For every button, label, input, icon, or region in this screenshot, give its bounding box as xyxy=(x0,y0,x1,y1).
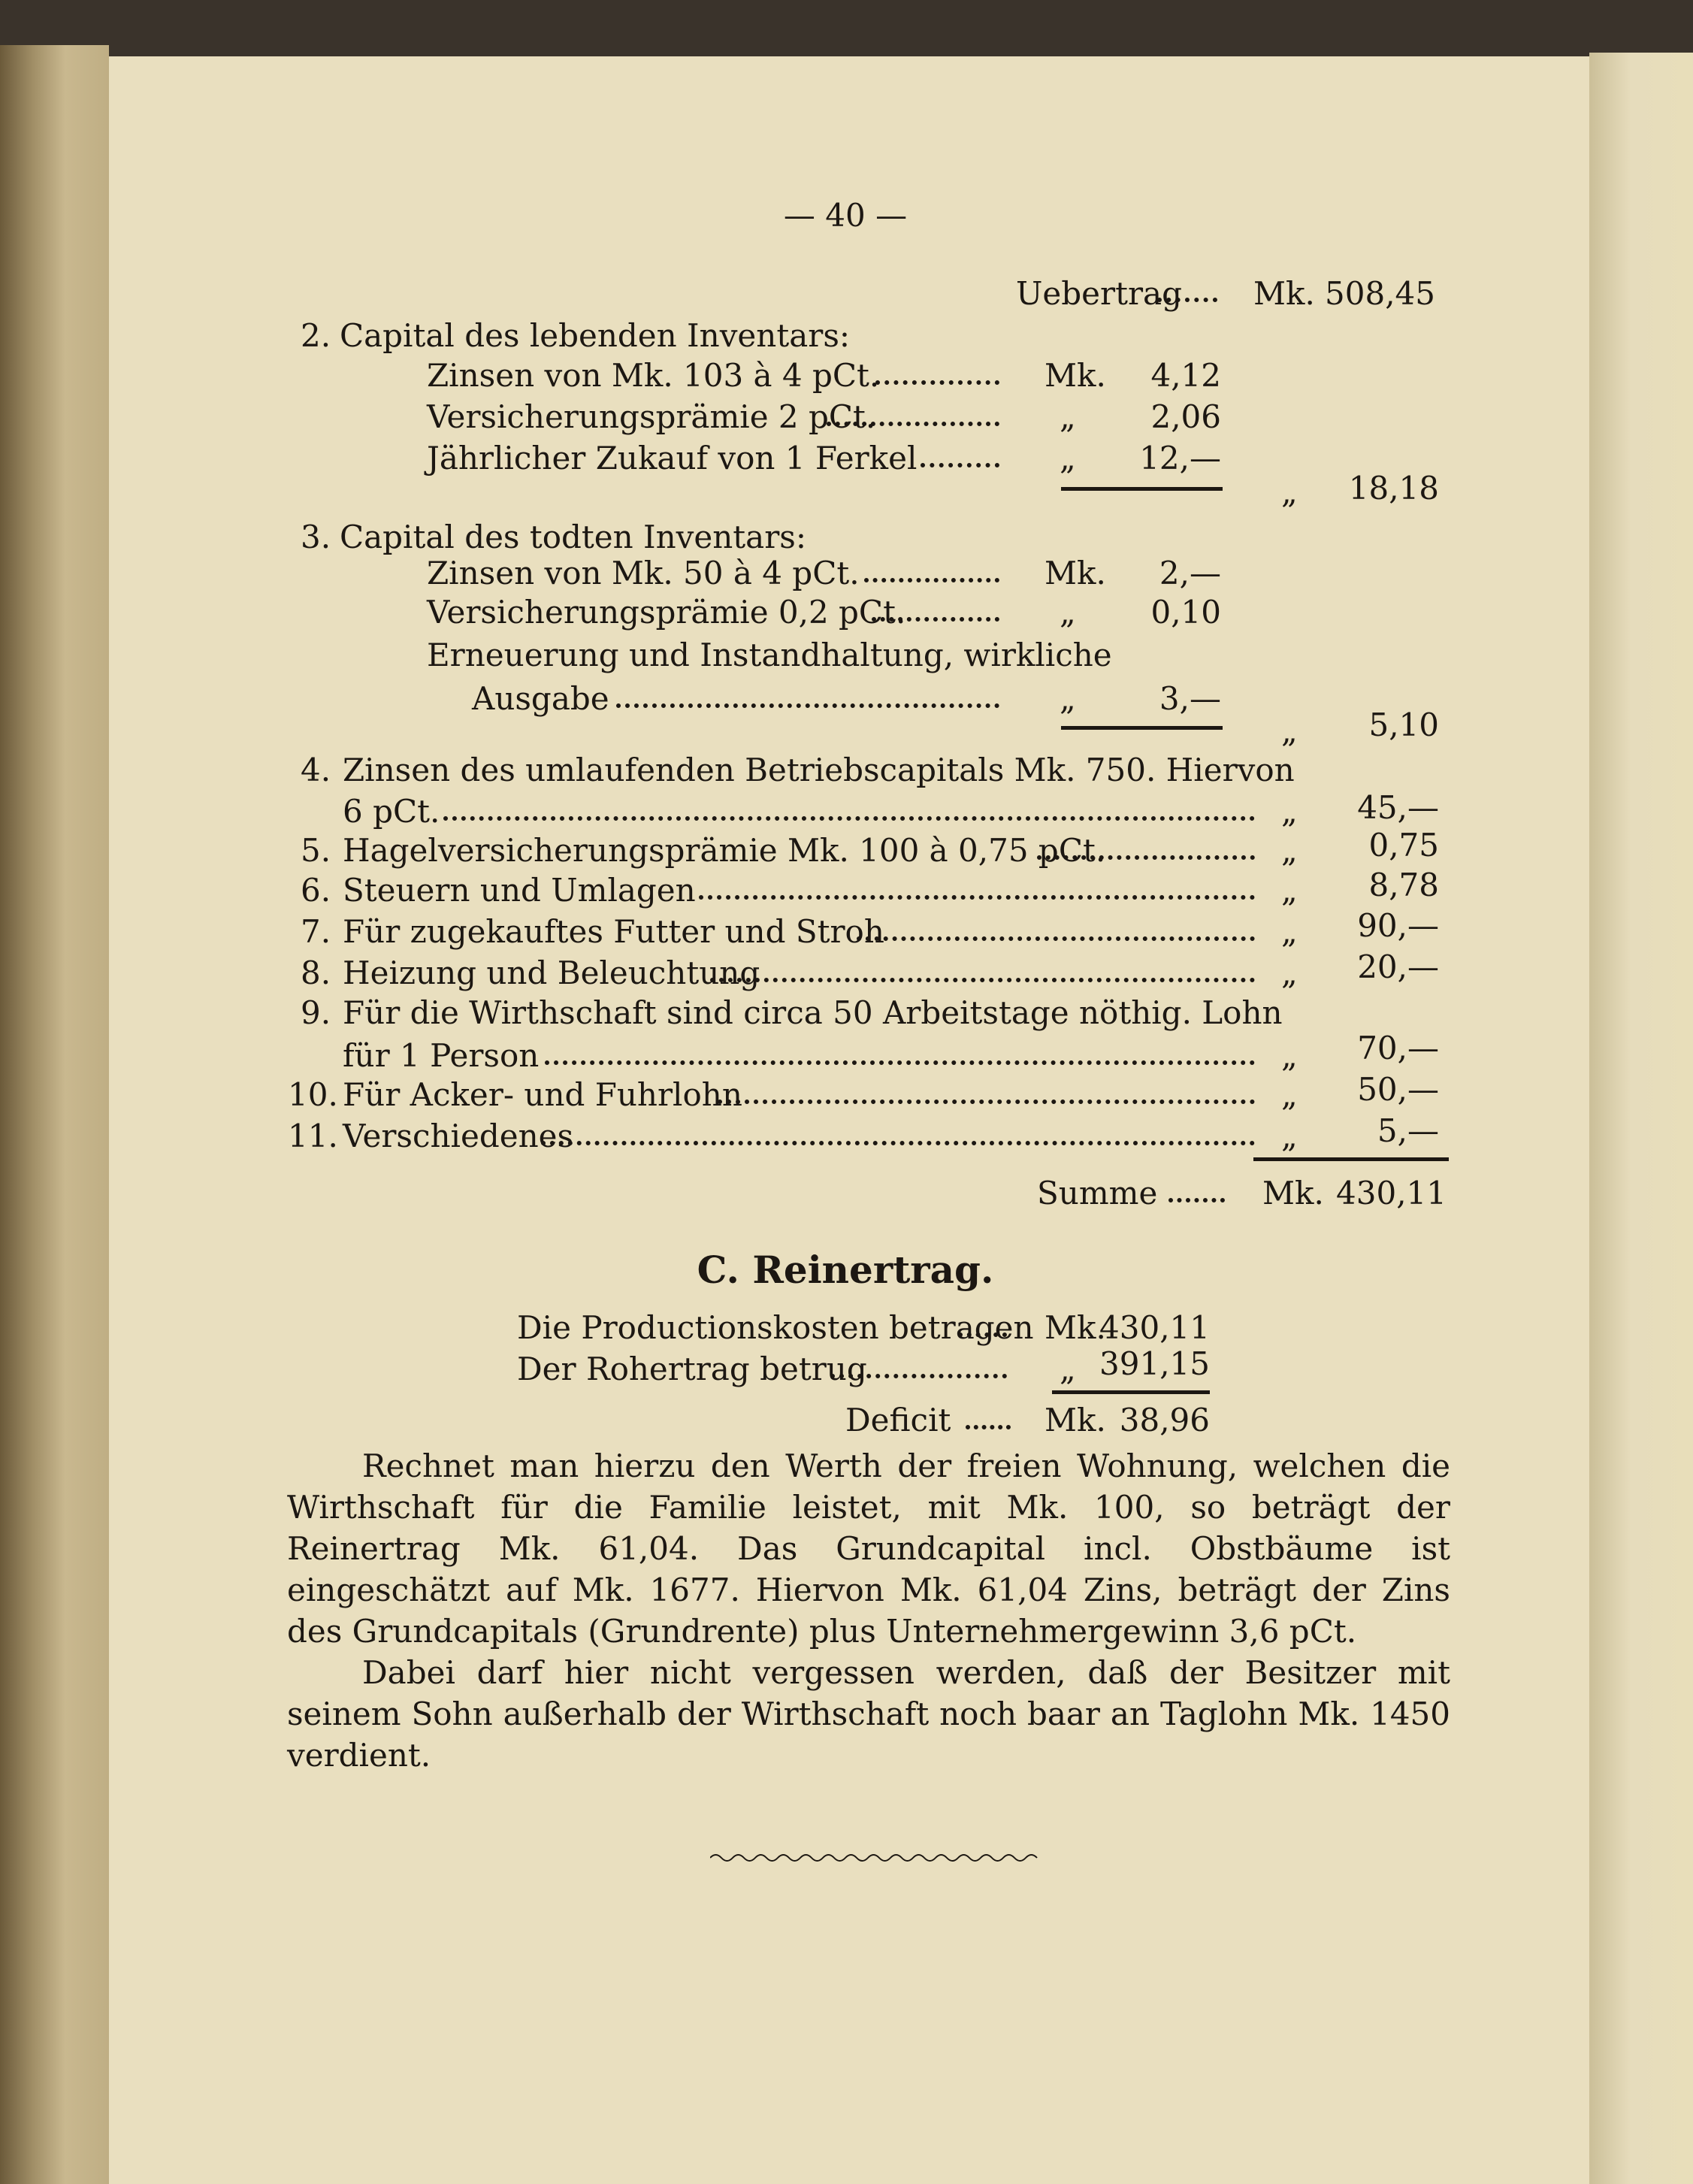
subtotal-prefix: „ xyxy=(1281,473,1298,510)
line-currency: „ xyxy=(1060,680,1076,717)
line-currency: „ xyxy=(1060,440,1076,476)
gross-yield-currency: „ xyxy=(1060,1351,1076,1387)
total-rule xyxy=(1253,1157,1449,1161)
deficit-label: Deficit xyxy=(845,1402,951,1438)
item-prefix: „ xyxy=(1281,1076,1298,1113)
line-amount: 12,— xyxy=(1139,440,1221,476)
leader-dots xyxy=(699,895,1255,900)
item-title: Capital des todten Inventars: xyxy=(340,519,806,555)
item-prefix: „ xyxy=(1281,913,1298,950)
deficit-amount: 38,96 xyxy=(1119,1402,1210,1438)
leader-dots xyxy=(1168,1198,1225,1202)
item-amount: 20,— xyxy=(1357,948,1439,985)
line-amount: 3,— xyxy=(1159,680,1221,717)
line-currency: „ xyxy=(1060,594,1076,631)
item-prefix: „ xyxy=(1281,1037,1298,1074)
leader-dots xyxy=(718,1100,1255,1104)
paragraph-2: Dabei darf hier nicht vergessen werden, daß der Besitzer mit seinem Sohn außerhalb der Wirthschaft noch baar an Taglohn Mk. 1450 verdient. xyxy=(287,1654,1450,1774)
carry-over-amount: 508,45 xyxy=(1325,275,1435,312)
leader-dots xyxy=(921,463,999,467)
leader-dots xyxy=(1157,298,1217,302)
sum-amount: 430,11 xyxy=(1336,1175,1447,1211)
item-number: 7. xyxy=(301,913,331,950)
item-amount: 0,75 xyxy=(1368,827,1439,864)
book-page-edges xyxy=(0,45,109,2184)
item-label: Zinsen des umlaufenden Betriebscapitals Mk. 750. Hiervon xyxy=(343,752,1295,788)
page-number: — 40 — xyxy=(783,197,908,234)
deficit-currency: Mk. xyxy=(1045,1402,1106,1438)
production-costs-label: Die Productionskosten betragen xyxy=(517,1309,1034,1346)
leader-dots xyxy=(616,703,999,708)
item-number: 10. xyxy=(288,1076,338,1113)
item-label: Steuern und Umlagen xyxy=(343,872,696,909)
item-number: 8. xyxy=(301,954,331,991)
item-label: Verschiedenes xyxy=(343,1118,574,1154)
item-amount: 5,— xyxy=(1377,1112,1439,1149)
line-label: Erneuerung und Instandhaltung, wirkliche xyxy=(427,637,1112,673)
item-amount: 90,— xyxy=(1357,907,1439,944)
subtotal-amount: 5,10 xyxy=(1368,706,1439,743)
carry-over-currency: Mk. xyxy=(1253,275,1315,312)
item-number: 5. xyxy=(301,832,331,869)
item-prefix: „ xyxy=(1281,954,1298,991)
line-amount: 4,12 xyxy=(1150,357,1221,394)
leader-dots xyxy=(966,1425,1011,1429)
leader-dots xyxy=(541,1141,1255,1145)
item-label-cont: für 1 Person xyxy=(343,1037,540,1074)
gross-yield-label: Der Rohertrag betrug xyxy=(517,1351,867,1387)
line-label: Jährlicher Zukauf von 1 Ferkel xyxy=(427,440,918,476)
leader-dots xyxy=(875,380,999,385)
leader-dots xyxy=(872,617,999,622)
leader-dots xyxy=(827,422,999,426)
line-label: Ausgabe xyxy=(472,680,609,717)
leader-dots xyxy=(443,816,1255,821)
facing-page-edge xyxy=(1589,53,1693,2184)
leader-dots xyxy=(710,978,1255,982)
item-number: 6. xyxy=(301,872,331,909)
line-label: Versicherungsprämie 0,2 pCt. xyxy=(427,594,906,631)
sum-label: Summe xyxy=(1037,1175,1158,1211)
deficit-rule xyxy=(1052,1390,1210,1394)
gross-yield-amount: 391,15 xyxy=(1099,1345,1210,1382)
line-amount: 2,06 xyxy=(1150,398,1221,435)
subtotal-prefix: „ xyxy=(1281,712,1298,749)
production-costs-currency: Mk. xyxy=(1045,1309,1106,1346)
line-currency: Mk. xyxy=(1045,555,1106,591)
subtotal-amount: 18,18 xyxy=(1348,470,1439,507)
subtotal-rule xyxy=(1061,726,1223,730)
item-title: Capital des lebenden Inventars: xyxy=(340,317,851,354)
production-costs-amount: 430,11 xyxy=(1099,1309,1210,1346)
leader-dots xyxy=(864,578,999,582)
item-prefix: „ xyxy=(1281,1118,1298,1154)
item-amount: 45,— xyxy=(1357,789,1439,826)
item-prefix: „ xyxy=(1281,793,1298,830)
sum-currency: Mk. xyxy=(1262,1175,1324,1211)
item-label: Heizung und Beleuchtung xyxy=(343,954,760,991)
item-number: 11. xyxy=(288,1118,338,1154)
item-number: 3. xyxy=(301,519,331,555)
item-label-cont: 6 pCt. xyxy=(343,793,440,830)
item-prefix: „ xyxy=(1281,872,1298,909)
decorative-flourish xyxy=(710,1850,1041,1865)
line-currency: „ xyxy=(1060,398,1076,435)
leader-dots xyxy=(545,1060,1255,1065)
item-number: 2. xyxy=(301,317,331,354)
item-number: 9. xyxy=(301,994,331,1031)
leader-dots xyxy=(857,936,1255,941)
line-label: Versicherungsprämie 2 pCt. xyxy=(427,398,876,435)
item-prefix: „ xyxy=(1281,832,1298,869)
item-label: Für zugekauftes Futter und Stroh xyxy=(343,913,884,950)
line-amount: 2,— xyxy=(1159,555,1221,591)
item-label: Für die Wirthschaft sind circa 50 Arbeitstage nöthig. Lohn xyxy=(343,994,1283,1031)
paragraph-1: Rechnet man hierzu den Werth der freien Wohnung, welchen die Wirthschaft für die Familie leistet, mit Mk. 100, so beträgt der Reinertrag Mk. 61,04. Das Grundcapital incl. Obstbäume ist eingeschätzt auf Mk. 1677. Hiervon Mk. 61,04 Zins, beträgt der Zins des Grundcapitals (Grundrente) plus Unternehmergewinn 3,6 pCt. xyxy=(287,1447,1450,1650)
item-number: 4. xyxy=(301,752,331,788)
leader-dots xyxy=(830,1374,1007,1378)
carry-over-label: Uebertrag xyxy=(1016,275,1182,312)
item-amount: 50,— xyxy=(1357,1071,1439,1108)
leader-dots xyxy=(958,1332,1007,1337)
line-amount: 0,10 xyxy=(1150,594,1221,631)
item-label: Hagelversicherungsprämie Mk. 100 à 0,75 pCt. xyxy=(343,832,1106,869)
line-label: Zinsen von Mk. 50 à 4 pCt. xyxy=(427,555,860,591)
item-amount: 70,— xyxy=(1357,1030,1439,1066)
line-currency: Mk. xyxy=(1045,357,1106,394)
section-heading: C. Reinertrag. xyxy=(697,1248,994,1292)
item-amount: 8,78 xyxy=(1368,867,1439,903)
leader-dots xyxy=(1037,855,1255,860)
item-label: Für Acker- und Fuhrlohn xyxy=(343,1076,742,1113)
book-cover-top xyxy=(0,0,1693,56)
line-label: Zinsen von Mk. 103 à 4 pCt. xyxy=(427,357,880,394)
subtotal-rule xyxy=(1061,487,1223,491)
